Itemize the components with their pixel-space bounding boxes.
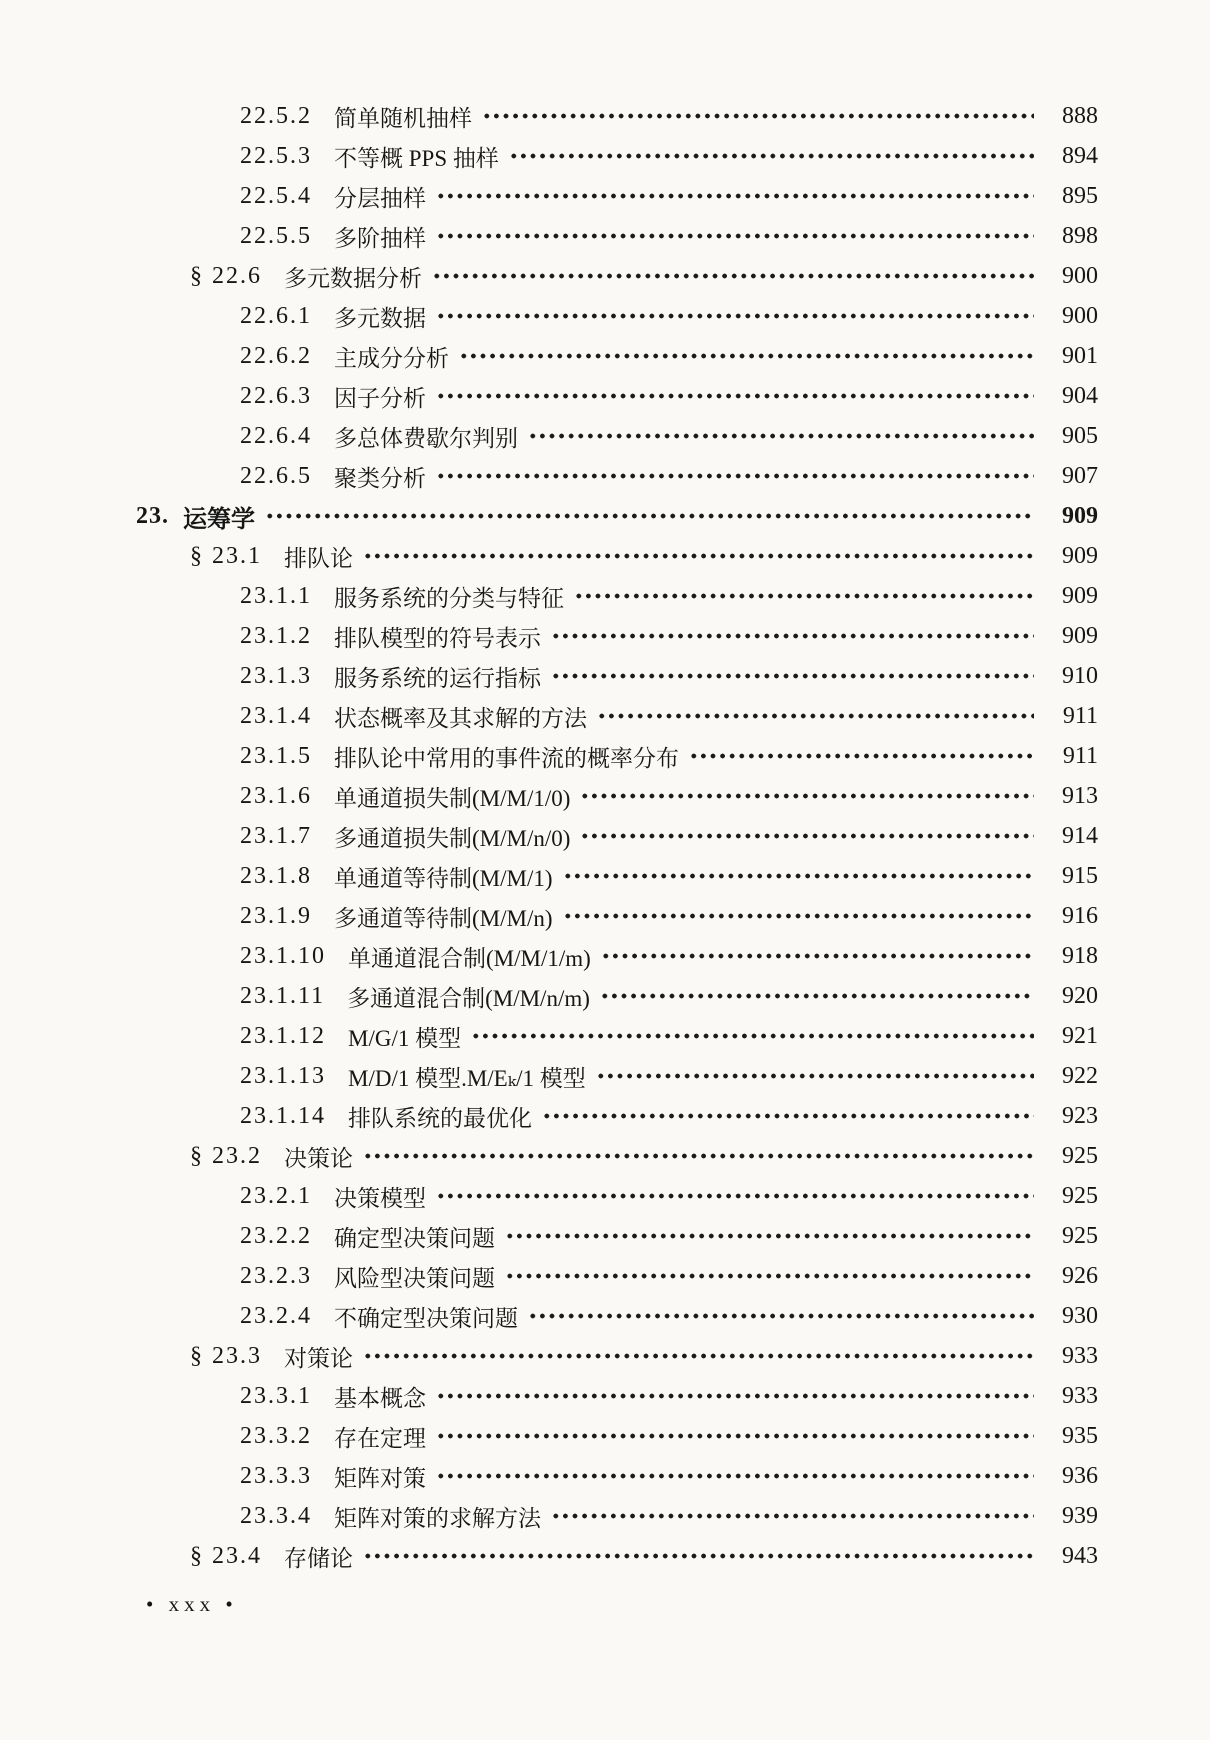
dot-leader [471,1030,1034,1042]
entry-number: 23.1.11 [240,982,326,1009]
entry-page-number: 909 [1062,502,1098,529]
entry-page-number: 904 [1062,382,1098,409]
toc-entry [0,96,1098,136]
entry-page-number: 921 [1062,1022,1098,1049]
entry-number: 23.1.14 [240,1102,326,1129]
entry-title: 不确定型决策问题 [334,1305,518,1331]
dot-leader [574,590,1034,602]
dot-leader [482,110,1034,122]
toc-entry [0,456,1098,496]
dot-leader [436,470,1034,482]
toc-entry [0,1496,1098,1536]
entry-page-number: 898 [1062,222,1098,249]
entry-title: 多通道等待制(M/M/n) [334,905,553,931]
entry-page-number: 900 [1062,302,1098,329]
entry-page-number: 900 [1062,262,1098,289]
entry-page-number: 914 [1062,822,1098,849]
entry-number: 23.1.3 [240,662,312,689]
toc-entry [0,696,1098,736]
entry-number: 23.2.2 [240,1222,312,1249]
entry-number: 23.1.13 [240,1062,326,1089]
entry-title: 风险型决策问题 [334,1265,495,1291]
entry-title: 运筹学 [183,506,255,533]
dot-leader [436,1470,1034,1482]
entry-number: 22.6.1 [240,302,312,329]
dot-leader [459,350,1034,362]
entry-number: 23.1.7 [240,822,312,849]
toc-entry [0,376,1098,416]
entry-number: § 23.4 [190,1542,262,1569]
dot-leader [542,1110,1034,1122]
entry-page-number: 911 [1062,742,1098,769]
entry-number: 22.6.2 [240,342,312,369]
entry-page-number: 936 [1062,1462,1098,1489]
toc-entry [0,1256,1098,1296]
dot-leader [563,910,1035,922]
entry-title: 聚类分析 [334,465,426,491]
entry-page-number: 930 [1062,1302,1098,1329]
dot-leader [436,1430,1034,1442]
dot-leader [551,630,1034,642]
toc-entry [0,1456,1098,1496]
toc-entry [0,1216,1098,1256]
dot-leader [505,1270,1034,1282]
dot-leader [580,790,1034,802]
entry-page-number: 933 [1062,1342,1098,1369]
toc-entry [0,1296,1098,1336]
toc-entry [0,776,1098,816]
entry-page-number: 918 [1062,942,1098,969]
entry-number: § 22.6 [190,262,262,289]
entry-title: 不等概 PPS 抽样 [334,145,499,171]
entry-number: 22.5.2 [240,102,312,129]
dot-leader [528,1310,1034,1322]
toc-entry [0,1336,1098,1376]
entry-number: § 23.3 [190,1342,262,1369]
toc-entry [0,496,1098,536]
entry-page-number: 910 [1062,662,1098,689]
entry-title: 多元数据 [334,305,426,331]
entry-number: 23.1.5 [240,742,312,769]
entry-title: 多通道混合制(M/M/n/m) [347,985,590,1011]
dot-leader [596,1070,1034,1082]
entry-number: 23.3.4 [240,1502,312,1529]
dot-leader [432,270,1034,282]
toc-list [0,96,1098,1576]
dot-leader [597,710,1034,722]
dot-leader [436,1190,1034,1202]
toc-entry [0,736,1098,776]
entry-title: 多阶抽样 [334,225,426,251]
dot-leader [436,190,1034,202]
toc-entry [0,976,1098,1016]
dot-leader [436,390,1034,402]
dot-leader [601,950,1034,962]
entry-title: 决策模型 [334,1185,426,1211]
toc-entry [0,1176,1098,1216]
entry-page-number: 916 [1062,902,1098,929]
entry-title: 服务系统的运行指标 [334,665,541,691]
toc-entry [0,656,1098,696]
dot-leader [436,310,1034,322]
entry-number: 23.2.4 [240,1302,312,1329]
dot-leader [528,430,1034,442]
entry-number: 23.3.3 [240,1462,312,1489]
dot-leader [509,150,1034,162]
toc-entry [0,576,1098,616]
entry-page-number: 913 [1062,782,1098,809]
dot-leader [505,1230,1034,1242]
entry-title: 因子分析 [334,385,426,411]
entry-page-number: 939 [1062,1502,1098,1529]
entry-number: 23.2.1 [240,1182,312,1209]
entry-number: § 23.2 [190,1142,262,1169]
entry-number: 22.5.5 [240,222,312,249]
toc-entry [0,1136,1098,1176]
entry-title: M/D/1 模型.M/Eₖ/1 模型 [348,1065,586,1091]
entry-title: 对策论 [284,1345,353,1371]
entry-number: 23.1.10 [240,942,326,969]
entry-page-number: 909 [1062,582,1098,609]
entry-title: 单通道混合制(M/M/1/m) [348,945,591,971]
entry-number: 23.3.2 [240,1422,312,1449]
toc-entry [0,1056,1098,1096]
toc-entry [0,216,1098,256]
toc-entry [0,896,1098,936]
dot-leader [436,230,1034,242]
entry-title: 排队论 [284,545,353,571]
toc-entry [0,1536,1098,1576]
entry-number: 23.1.2 [240,622,312,649]
entry-page-number: 888 [1062,102,1098,129]
dot-leader [363,1150,1034,1162]
dot-leader [689,750,1034,762]
entry-number: 23.1.12 [240,1022,326,1049]
dot-leader [600,990,1034,1002]
entry-page-number: 905 [1062,422,1098,449]
dot-leader [436,1390,1034,1402]
entry-title: 排队系统的最优化 [348,1105,532,1131]
entry-number: 22.6.5 [240,462,312,489]
entry-title: 排队论中常用的事件流的概率分布 [334,745,679,771]
entry-title: 确定型决策问题 [334,1225,495,1251]
entry-number: 23.1.4 [240,702,312,729]
entry-page-number: 922 [1062,1062,1098,1089]
entry-title: M/G/1 模型 [348,1025,462,1051]
entry-page-number: 925 [1062,1222,1098,1249]
entry-page-number: 909 [1062,622,1098,649]
entry-number: 22.6.3 [240,382,312,409]
entry-number: 23. [136,502,169,529]
entry-number: 23.3.1 [240,1382,312,1409]
entry-page-number: 923 [1062,1102,1098,1129]
toc-entry [0,416,1098,456]
toc-entry [0,1016,1098,1056]
toc-entry [0,1416,1098,1456]
toc-entry [0,256,1098,296]
entry-title: 状态概率及其求解的方法 [334,705,587,731]
toc-entry [0,536,1098,576]
entry-number: 23.1.1 [240,582,312,609]
toc-entry [0,936,1098,976]
entry-title: 多总体费歇尔判别 [334,425,518,451]
dot-leader [580,830,1034,842]
dot-leader [551,670,1034,682]
entry-title: 多通道损失制(M/M/n/0) [334,825,571,851]
toc-entry [0,856,1098,896]
dot-leader [265,510,1034,522]
entry-title: 决策论 [284,1145,353,1171]
entry-page-number: 901 [1062,342,1098,369]
dot-leader [363,550,1034,562]
entry-number: 22.5.3 [240,142,312,169]
entry-page-number: 935 [1062,1422,1098,1449]
entry-title: 多元数据分析 [284,265,422,291]
entry-page-number: 909 [1062,542,1098,569]
entry-number: 22.6.4 [240,422,312,449]
entry-title: 矩阵对策的求解方法 [334,1505,541,1531]
entry-number: 23.1.8 [240,862,312,889]
entry-title: 存在定理 [334,1425,426,1451]
entry-number: 23.1.9 [240,902,312,929]
entry-page-number: 925 [1062,1182,1098,1209]
entry-title: 单通道损失制(M/M/1/0) [334,785,571,811]
dot-leader [363,1350,1034,1362]
entry-number: 23.1.6 [240,782,312,809]
toc-entry [0,616,1098,656]
toc-entry [0,1376,1098,1416]
entry-title: 服务系统的分类与特征 [334,585,564,611]
entry-title: 排队模型的符号表示 [334,625,541,651]
entry-page-number: 895 [1062,182,1098,209]
entry-number: 22.5.4 [240,182,312,209]
toc-entry [0,336,1098,376]
toc-entry [0,296,1098,336]
toc-entry [0,1096,1098,1136]
toc-entry [0,136,1098,176]
toc-entry [0,176,1098,216]
entry-title: 基本概念 [334,1385,426,1411]
entry-number: § 23.1 [190,542,262,569]
entry-page-number: 920 [1062,982,1098,1009]
dot-leader [563,870,1035,882]
entry-title: 分层抽样 [334,185,426,211]
entry-page-number: 894 [1062,142,1098,169]
entry-page-number: 907 [1062,462,1098,489]
entry-title: 存储论 [284,1545,353,1571]
entry-title: 矩阵对策 [334,1465,426,1491]
entry-page-number: 915 [1062,862,1098,889]
toc-entry [0,816,1098,856]
entry-page-number: 911 [1062,702,1098,729]
entry-page-number: 925 [1062,1142,1098,1169]
dot-leader [363,1550,1034,1562]
entry-title: 简单随机抽样 [334,105,472,131]
entry-title: 主成分分析 [334,345,449,371]
entry-page-number: 933 [1062,1382,1098,1409]
entry-title: 单通道等待制(M/M/1) [334,865,553,891]
entry-page-number: 926 [1062,1262,1098,1289]
entry-page-number: 943 [1062,1542,1098,1569]
dot-leader [551,1510,1034,1522]
entry-number: 23.2.3 [240,1262,312,1289]
page-folio: • xxx • [146,1592,238,1616]
